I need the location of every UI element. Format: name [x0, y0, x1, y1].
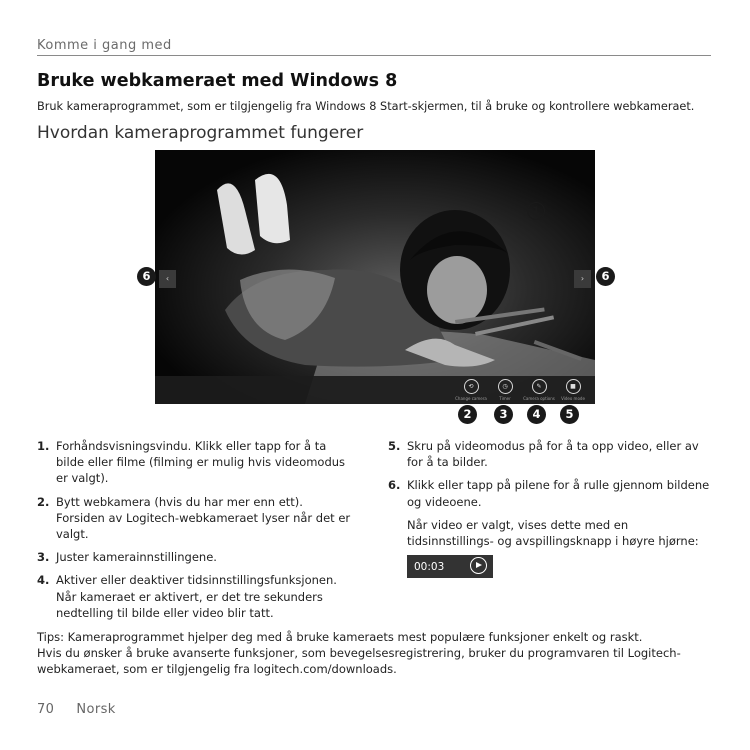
section-subheading: Hvordan kameraprogrammet fungerer [37, 123, 364, 143]
camera-app-bar [155, 376, 595, 404]
list-item: 4. Aktiver eller deaktiver tidsinnstillingsfunksjonen. Når kameraet er aktivert, er det tre sekunders nedtelling til bilde eller video blir tatt. [37, 573, 337, 620]
intro-text: Bruk kameraprogrammet, som er tilgjengelig fra Windows 8 Start-skjermen, til å bruke og kontrollere webkameraet. [37, 100, 695, 113]
page-number: 70 [37, 702, 55, 717]
callout-6-left: 6 [137, 267, 156, 286]
tip-line: Hvis du ønsker å bruke avanserte funksjoner, som bevegelsesregistrering, bruker du programvaren til Logitech-webkameraet, som er tilgjengelig fra logitech.com/downloads. [37, 646, 681, 677]
callout-2: 2 [458, 405, 477, 424]
list-item: 3. Juster kamerainnstillingene. [37, 550, 217, 565]
callout-1: 1 [527, 202, 545, 220]
callout-4: 4 [527, 405, 546, 424]
preview-photo [155, 150, 595, 404]
page-heading: Bruke webkameraet med Windows 8 [37, 71, 398, 91]
timer-icon: ◷ [498, 379, 513, 394]
camera-switch-icon: ⟲ [464, 379, 479, 394]
page-footer [37, 702, 116, 717]
tip-line: Tips: Kameraprogrammet hjelper deg med å bruke kameraets mest populære funksjoner enkelt og raskt. [37, 630, 643, 644]
tips-block [37, 629, 717, 678]
next-arrow-icon[interactable]: › [574, 270, 591, 288]
timer-button[interactable]: ◷ Timer [481, 379, 529, 401]
camera-options-button[interactable]: ✎ Camera options [515, 379, 563, 401]
list-item: 1. Forhåndsvisningsvindu. Klikk eller tapp for å ta bilde eller filme (filming er mulig hvis videomodus er valgt). [37, 439, 346, 486]
list-item: 2. Bytt webkamera (hvis du har mer enn ett). Forsiden av Logitech-webkameraet lyser når det er valgt. [37, 494, 351, 542]
camera-app-screenshot[interactable] [155, 150, 595, 404]
play-icon[interactable] [470, 557, 487, 574]
video-camera-icon: ■ [566, 379, 581, 394]
video-timer-player [407, 555, 493, 578]
callout-3: 3 [494, 405, 513, 424]
change-camera-button[interactable]: ⟲ Change camera [447, 379, 495, 401]
previous-arrow-icon[interactable]: ‹ [159, 270, 176, 288]
list-item: 6. Klikk eller tapp på pilene for å rulle gjennom bildene og videoene. Når video er valgt, vises dette med en tidsinnstillings- og avspillingsknapp i høyre hjørne: 00:03 [388, 477, 718, 582]
footer-language: Norsk [76, 702, 116, 717]
callout-5: 5 [560, 405, 579, 424]
video-note: Når video er valgt, vises dette med en tidsinnstillings- og avspillingsknapp i høyre hjørne: [407, 517, 699, 549]
video-mode-button[interactable]: ■ Video mode [549, 379, 595, 401]
instructions-right [388, 438, 718, 589]
settings-wrench-icon: ✎ [532, 379, 547, 394]
list-item: 5. Skru på videomodus på for å ta opp video, eller av for å ta bilder. [388, 439, 699, 470]
running-header: Komme i gang med [37, 38, 711, 56]
video-timer: 00:03 [414, 561, 445, 574]
callout-6-right: 6 [596, 267, 615, 286]
instructions-left [37, 438, 352, 628]
